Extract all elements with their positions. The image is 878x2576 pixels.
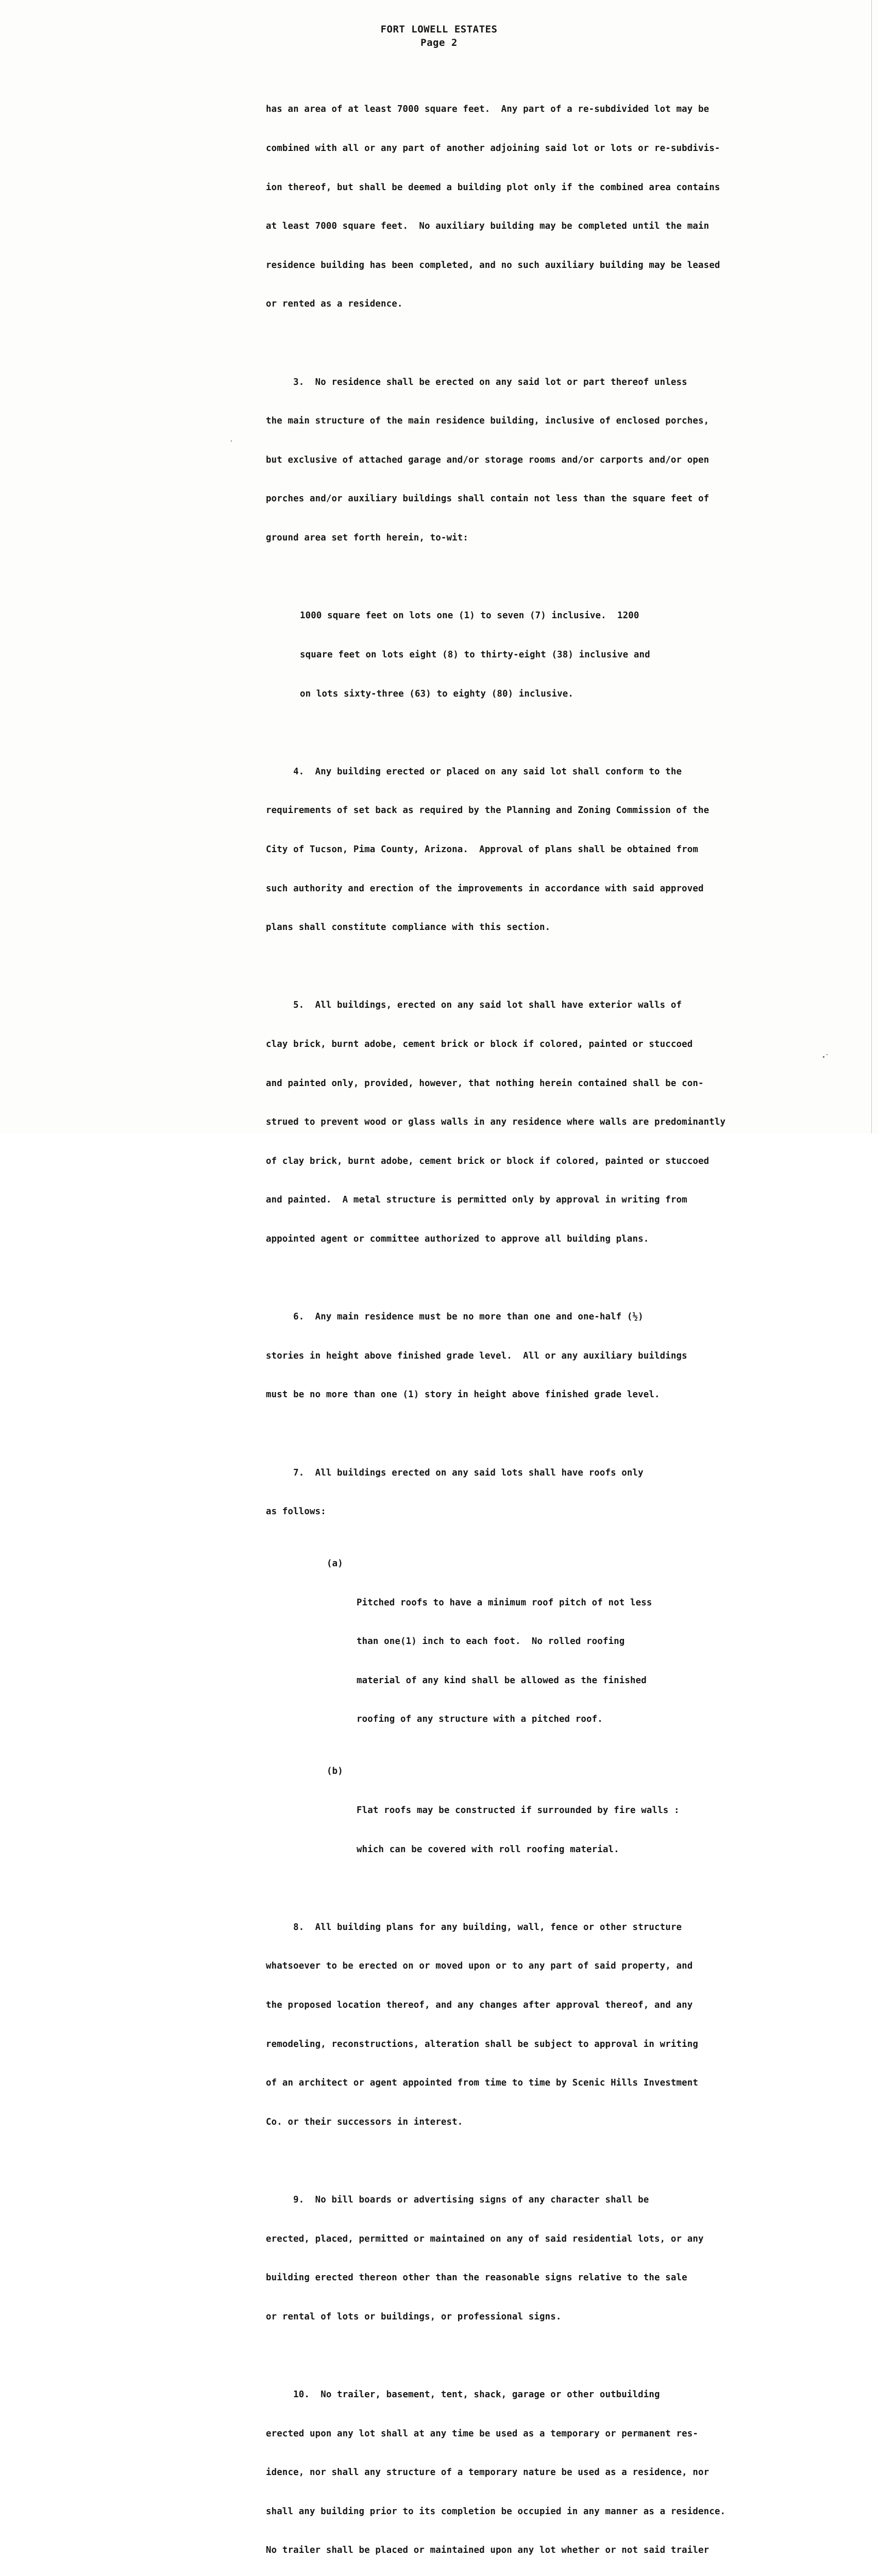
text-line: plans shall constitute compliance with this section. (266, 922, 551, 933)
text-line: 10. No trailer, basement, tent, shack, garage or other outbuilding (266, 2389, 660, 2400)
text-line: must be no more than one (1) story in height above finished grade level. (266, 1389, 660, 1400)
section-7 (266, 1440, 828, 1545)
text-line: residence building has been completed, and no such auxiliary building may be leased (266, 260, 720, 270)
text-line: Flat roofs may be constructed if surrounded by fire walls : (357, 1805, 680, 1816)
scan-speck (823, 1056, 824, 1058)
text-line: 4. Any building erected or placed on any said lot shall conform to the (266, 766, 682, 777)
text-line: at least 7000 square feet. No auxiliary building may be completed until the main (266, 221, 710, 232)
scan-speck (231, 440, 232, 442)
intro-paragraph (266, 77, 828, 337)
text-line: idence, nor shall any structure of a temporary nature be used as a residence, nor (266, 2467, 710, 2478)
text-line: combined with all or any part of another adjoining said lot or lots or re-subdivis- (266, 143, 720, 154)
text-line: Co. or their successors in interest. (266, 2116, 463, 2127)
text-line: but exclusive of attached garage and/or storage rooms and/or carports and/or open (266, 454, 710, 465)
text-line: and painted only, provided, however, that nothing herein contained shall be con- (266, 1078, 704, 1089)
text-line: ion thereof, but shall be deemed a building plot only if the combined area contains (266, 182, 720, 193)
text-line: the proposed location thereof, and any changes after approval thereof, and any (266, 1999, 693, 2010)
scan-speck (826, 1054, 828, 1055)
item-label: (a) (327, 1558, 343, 1569)
section-7-item-b (266, 1765, 828, 1882)
text-line: building erected thereon other than the reasonable signs relative to the sale (266, 2273, 687, 2283)
document-body (266, 77, 828, 2576)
text-line: appointed agent or committee authorized to approve all building plans. (266, 1234, 649, 1245)
text-line: ground area set forth herein, to-wit: (266, 533, 468, 544)
text-line: clay brick, burnt adobe, cement brick or block if colored, painted or stuccoed (266, 1039, 693, 1049)
section-5 (266, 973, 828, 1272)
text-line: strued to prevent wood or glass walls in any residence where walls are predominantly (266, 1117, 726, 1128)
text-line: or rental of lots or buildings, or professional signs. (266, 2311, 562, 2322)
text-line: porches and/or auxiliary buildings shall contain not less than the square feet of (266, 494, 710, 504)
text-line: and painted. A metal structure is permitted only by approval in writing from (266, 1195, 687, 1206)
section-10 (266, 2363, 828, 2576)
scan-edge-line (871, 0, 872, 1133)
text-line: has an area of at least 7000 square feet. Any part of a re-subdivided lot may be (266, 104, 710, 115)
text-line: shall any building prior to its completion be occupied in any manner as a residence. (266, 2506, 726, 2517)
text-line: 1000 square feet on lots one (1) to seven (7) inclusive. 1200 (300, 611, 639, 621)
text-line: such authority and erection of the improvements in accordance with said approved (266, 883, 704, 894)
text-line: whatsoever to be erected on or moved upon or to any part of said property, and (266, 1961, 693, 1972)
text-line: No trailer shall be placed or maintained upon any lot whether or not said trailer (266, 2545, 710, 2556)
text-line: which can be covered with roll roofing material. (357, 1844, 619, 1855)
page-header (0, 23, 878, 49)
item-label: (b) (327, 1766, 343, 1777)
text-line: Pitched roofs to have a minimum roof pitch of not less (357, 1597, 652, 1608)
text-line: on lots sixty-three (63) to eighty (80) inclusive. (300, 688, 574, 699)
text-line: the main structure of the main residence building, inclusive of enclosed porches, (266, 416, 710, 427)
text-line: 5. All buildings, erected on any said lot shall have exterior walls of (266, 1000, 682, 1011)
page-number: Page 2 (420, 37, 458, 48)
section-4 (266, 739, 828, 960)
section-3-area-requirements (266, 584, 828, 726)
text-line: 9. No bill boards or advertising signs of any character shall be (266, 2194, 649, 2205)
section-6 (266, 1285, 828, 1428)
text-line: erected, placed, permitted or maintained on any of said residential lots, or any (266, 2233, 704, 2244)
text-line: requirements of set back as required by the Planning and Zoning Commission of the (266, 805, 710, 816)
text-line: stories in height above finished grade level. All or any auxiliary buildings (266, 1350, 687, 1361)
text-line: remodeling, reconstructions, alteration shall be subject to approval in writing (266, 2039, 698, 2049)
text-line: square feet on lots eight (8) to thirty-eight (38) inclusive and (300, 649, 650, 660)
text-line: 8. All building plans for any building, wall, fence or other structure (266, 1922, 682, 1933)
section-8 (266, 1895, 828, 2155)
section-7-item-a (266, 1557, 828, 1752)
text-line: 3. No residence shall be erected on any said lot or part thereof unless (266, 377, 687, 387)
text-line: of an architect or agent appointed from time to time by Scenic Hills Investment (266, 2078, 698, 2089)
text-line: or rented as a residence. (266, 299, 403, 310)
text-line: roofing of any structure with a pitched roof. (357, 1714, 603, 1725)
text-line: 6. Any main residence must be no more than one and one-half (½) (266, 1312, 644, 1323)
document-title: FORT LOWELL ESTATES (380, 24, 498, 35)
text-line: than one(1) inch to each foot. No rolled roofing (357, 1636, 625, 1647)
section-3 (266, 350, 828, 570)
section-9 (266, 2168, 828, 2350)
text-line: material of any kind shall be allowed as the finished (357, 1675, 647, 1686)
text-line: of clay brick, burnt adobe, cement brick or block if colored, painted or stuccoed (266, 1156, 710, 1166)
text-line: as follows: (266, 1506, 326, 1517)
text-line: 7. All buildings erected on any said lots shall have roofs only (266, 1467, 644, 1478)
text-line: erected upon any lot shall at any time be used as a temporary or permanent res- (266, 2428, 698, 2439)
text-line: City of Tucson, Pima County, Arizona. Approval of plans shall be obtained from (266, 844, 698, 855)
